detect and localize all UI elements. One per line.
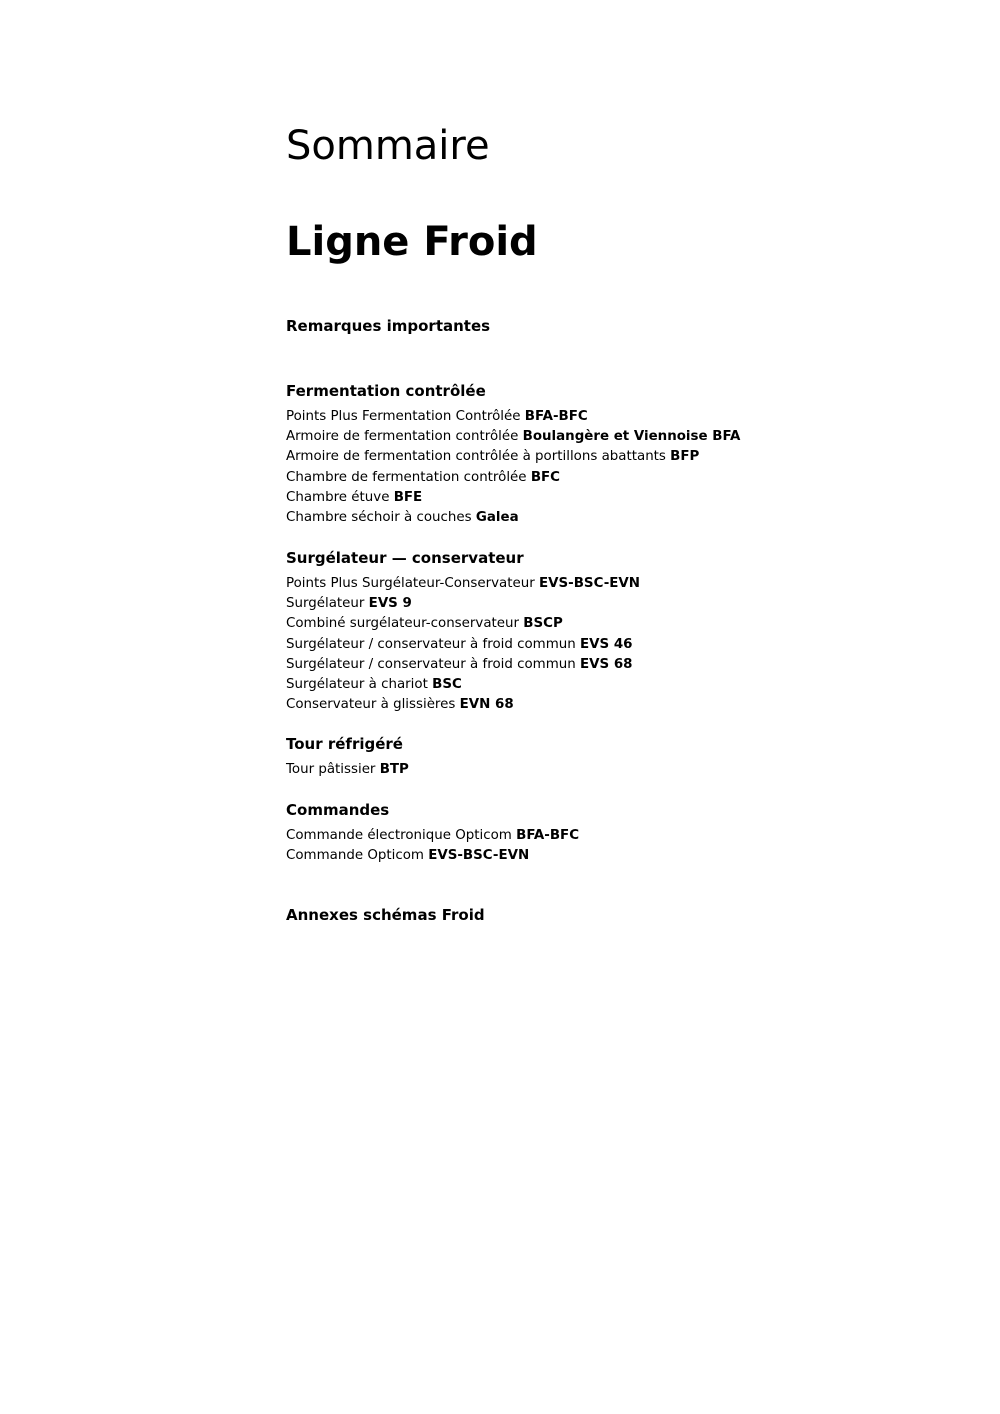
- toc-item[interactable]: [286, 695, 640, 715]
- item-text: Points Plus Surgélateur-Conservateur: [286, 576, 535, 591]
- toc-item[interactable]: [286, 614, 640, 634]
- item-code: BFP: [670, 449, 700, 465]
- item-text: Conservateur à glissières: [286, 697, 456, 713]
- item-code: BFA-BFC: [516, 828, 580, 843]
- product-line-title: Ligne Froid: [286, 219, 538, 265]
- section-items: [286, 760, 409, 780]
- item-code: BSCP: [523, 616, 563, 632]
- toc-section-surgelateur: [286, 548, 640, 715]
- toc-item[interactable]: [286, 407, 740, 427]
- item-text: Chambre de fermentation contrôlée: [286, 469, 527, 485]
- toc-item[interactable]: [286, 846, 579, 866]
- toc-item[interactable]: [286, 760, 409, 780]
- toc-item[interactable]: [286, 675, 640, 695]
- toc-item[interactable]: [286, 574, 640, 594]
- toc-section-tour: [286, 734, 409, 780]
- item-text: Surgélateur / conservateur à froid commun: [286, 656, 576, 672]
- toc-item[interactable]: [286, 468, 740, 488]
- item-code: EVS 9: [368, 596, 412, 612]
- item-text: Chambre étuve: [286, 489, 390, 505]
- section-title[interactable]: Commandes: [286, 801, 390, 819]
- item-text: Armoire de fermentation contrôlée: [286, 429, 519, 445]
- section-items: [286, 407, 740, 528]
- toc-item[interactable]: [286, 594, 640, 614]
- item-text: Surgélateur à chariot: [286, 676, 428, 692]
- item-text: Surgélateur: [286, 596, 365, 612]
- item-code: EVN 68: [459, 697, 514, 713]
- item-code: EVS 46: [580, 636, 633, 652]
- section-title[interactable]: Surgélateur — conservateur: [286, 549, 524, 567]
- item-code: BSC: [432, 676, 462, 692]
- toc-item[interactable]: [286, 447, 740, 467]
- toc-item[interactable]: [286, 508, 740, 528]
- toc-item[interactable]: [286, 826, 579, 846]
- item-text: Commande électronique Opticom: [286, 828, 512, 843]
- section-title[interactable]: Tour réfrigéré: [286, 735, 403, 753]
- toc-section-fermentation: [286, 381, 740, 528]
- item-code: EVS-BSC-EVN: [539, 576, 640, 591]
- item-code: EVS 68: [580, 656, 633, 672]
- toc-item[interactable]: [286, 655, 640, 675]
- item-text: Surgélateur / conservateur à froid commun: [286, 636, 576, 652]
- item-text: Armoire de fermentation contrôlée à portillons abattants: [286, 449, 666, 465]
- toc-entry-annexes[interactable]: Annexes schémas Froid: [286, 906, 485, 924]
- toc-entry-remarques[interactable]: Remarques importantes: [286, 317, 491, 335]
- item-code: BFA-BFC: [524, 409, 588, 424]
- item-code: Galea: [475, 509, 519, 525]
- section-items: [286, 826, 579, 866]
- item-text: Points Plus Fermentation Contrôlée: [286, 409, 521, 424]
- section-title[interactable]: Fermentation contrôlée: [286, 382, 486, 400]
- item-text: Chambre séchoir à couches: [286, 509, 472, 525]
- toc-item[interactable]: [286, 427, 740, 447]
- toc-section-commandes: [286, 800, 579, 866]
- section-items: [286, 574, 640, 715]
- item-text: Commande Opticom: [286, 848, 424, 864]
- page-title: Sommaire: [286, 123, 490, 169]
- toc-item[interactable]: [286, 635, 640, 655]
- toc-item[interactable]: [286, 488, 740, 508]
- item-code: BTP: [379, 762, 409, 777]
- item-text: Combiné surgélateur-conservateur: [286, 616, 520, 632]
- item-code: BFE: [393, 489, 423, 505]
- item-code: Boulangère et Viennoise BFA: [522, 429, 741, 445]
- item-text: Tour pâtissier: [286, 762, 376, 777]
- item-code: EVS-BSC-EVN: [428, 848, 530, 864]
- item-code: BFC: [530, 469, 560, 485]
